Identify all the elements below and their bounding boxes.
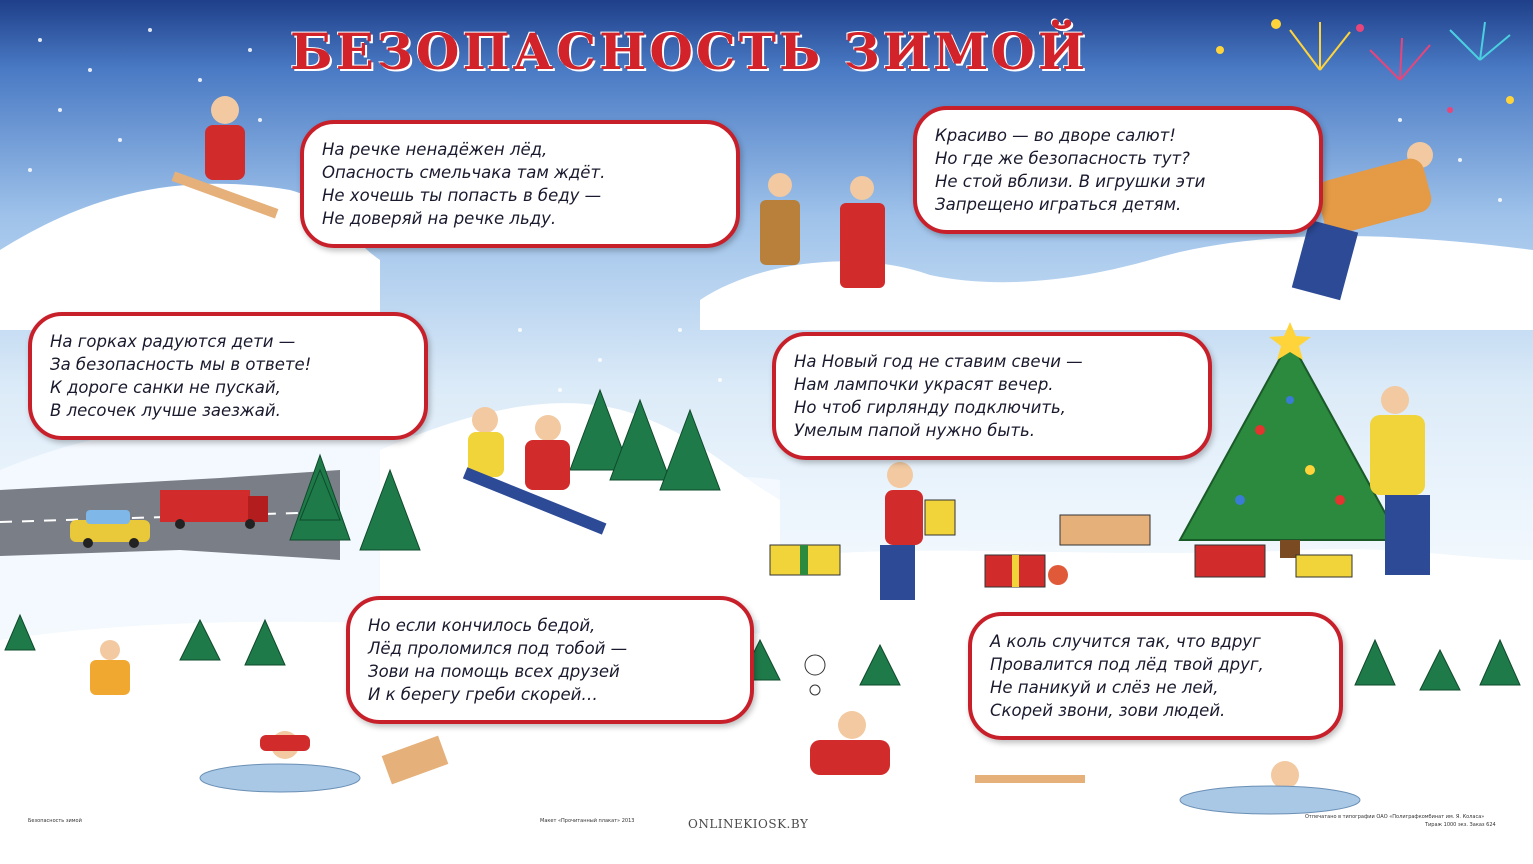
verse-line: Запрещено играться детям. — [935, 195, 1182, 214]
hill-top-right — [700, 236, 1533, 330]
verse-line: На речке ненадёжен лёд, — [322, 140, 548, 159]
verse-bubble-fireworks — [913, 106, 1323, 234]
christmas-tree-icon — [1180, 322, 1400, 558]
fireworks-icon — [1216, 19, 1514, 113]
verse-line: За безопасность мы в ответе! — [50, 355, 312, 374]
verse-line: Не паникуй и слёз не лей, — [990, 678, 1219, 697]
verse-bubble-river-ice — [300, 120, 740, 248]
verse-line: Лёд проломился под тобой — — [368, 639, 628, 658]
footer-left: Безопасность зимой — [28, 818, 82, 824]
verse-line: И к берегу греби скорей… — [368, 685, 598, 704]
verse-line: А коль случится так, что вдруг — [990, 632, 1261, 651]
verse-line: Но чтоб гирлянду подключить, — [794, 398, 1066, 417]
verse-bubble-friend-rescue — [968, 612, 1343, 740]
footer-center: Макет «Прочитанный плакат» 2013 — [540, 818, 635, 824]
poster-title: БЕЗОПАСНОСТЬ ЗИМОЙ — [290, 22, 1089, 81]
verse-line: В лесочек лучше заезжай. — [50, 401, 281, 420]
verse-line: Скорей звони, зови людей. — [990, 701, 1226, 720]
verse-line: Нам лампочки украсят вечер. — [794, 375, 1054, 394]
verse-line: Опасность смельчака там ждёт. — [322, 163, 606, 182]
verse-line: На горках радуются дети — — [50, 332, 296, 351]
footer-print-run: Тираж 1000 экз. Заказ 624 — [1425, 822, 1496, 828]
verse-bubble-fell-through — [346, 596, 754, 724]
verse-line: Провалится под лёд твой друг, — [990, 655, 1264, 674]
verse-line: Умелым папой нужно быть. — [794, 421, 1035, 440]
verse-line: Не хочешь ты попасть в беду — — [322, 186, 602, 205]
verse-bubble-sledding — [28, 312, 428, 440]
verse-line: На Новый год не ставим свечи — — [794, 352, 1083, 371]
sledding-slope — [380, 403, 780, 620]
watermark-brand: ONLINEKIOSK.BY — [688, 817, 809, 831]
verse-line: Не стой вблизи. В игрушки эти — [935, 172, 1206, 191]
verse-bubble-new-year-tree — [772, 332, 1212, 460]
verse-line: Не доверяй на речке льду. — [322, 209, 557, 228]
verse-line: Но где же безопасность тут? — [935, 149, 1190, 168]
verse-line: К дороге санки не пускай, — [50, 378, 281, 397]
verse-line: Красиво — во дворе салют! — [935, 126, 1176, 145]
verse-line: Но если кончилось бедой, — [368, 616, 596, 635]
verse-line: Зови на помощь всех друзей — [368, 662, 620, 681]
footer-printer: Отпечатано в типографии ОАО «Полиграфкомбинат им. Я. Коласа» — [1305, 814, 1485, 820]
